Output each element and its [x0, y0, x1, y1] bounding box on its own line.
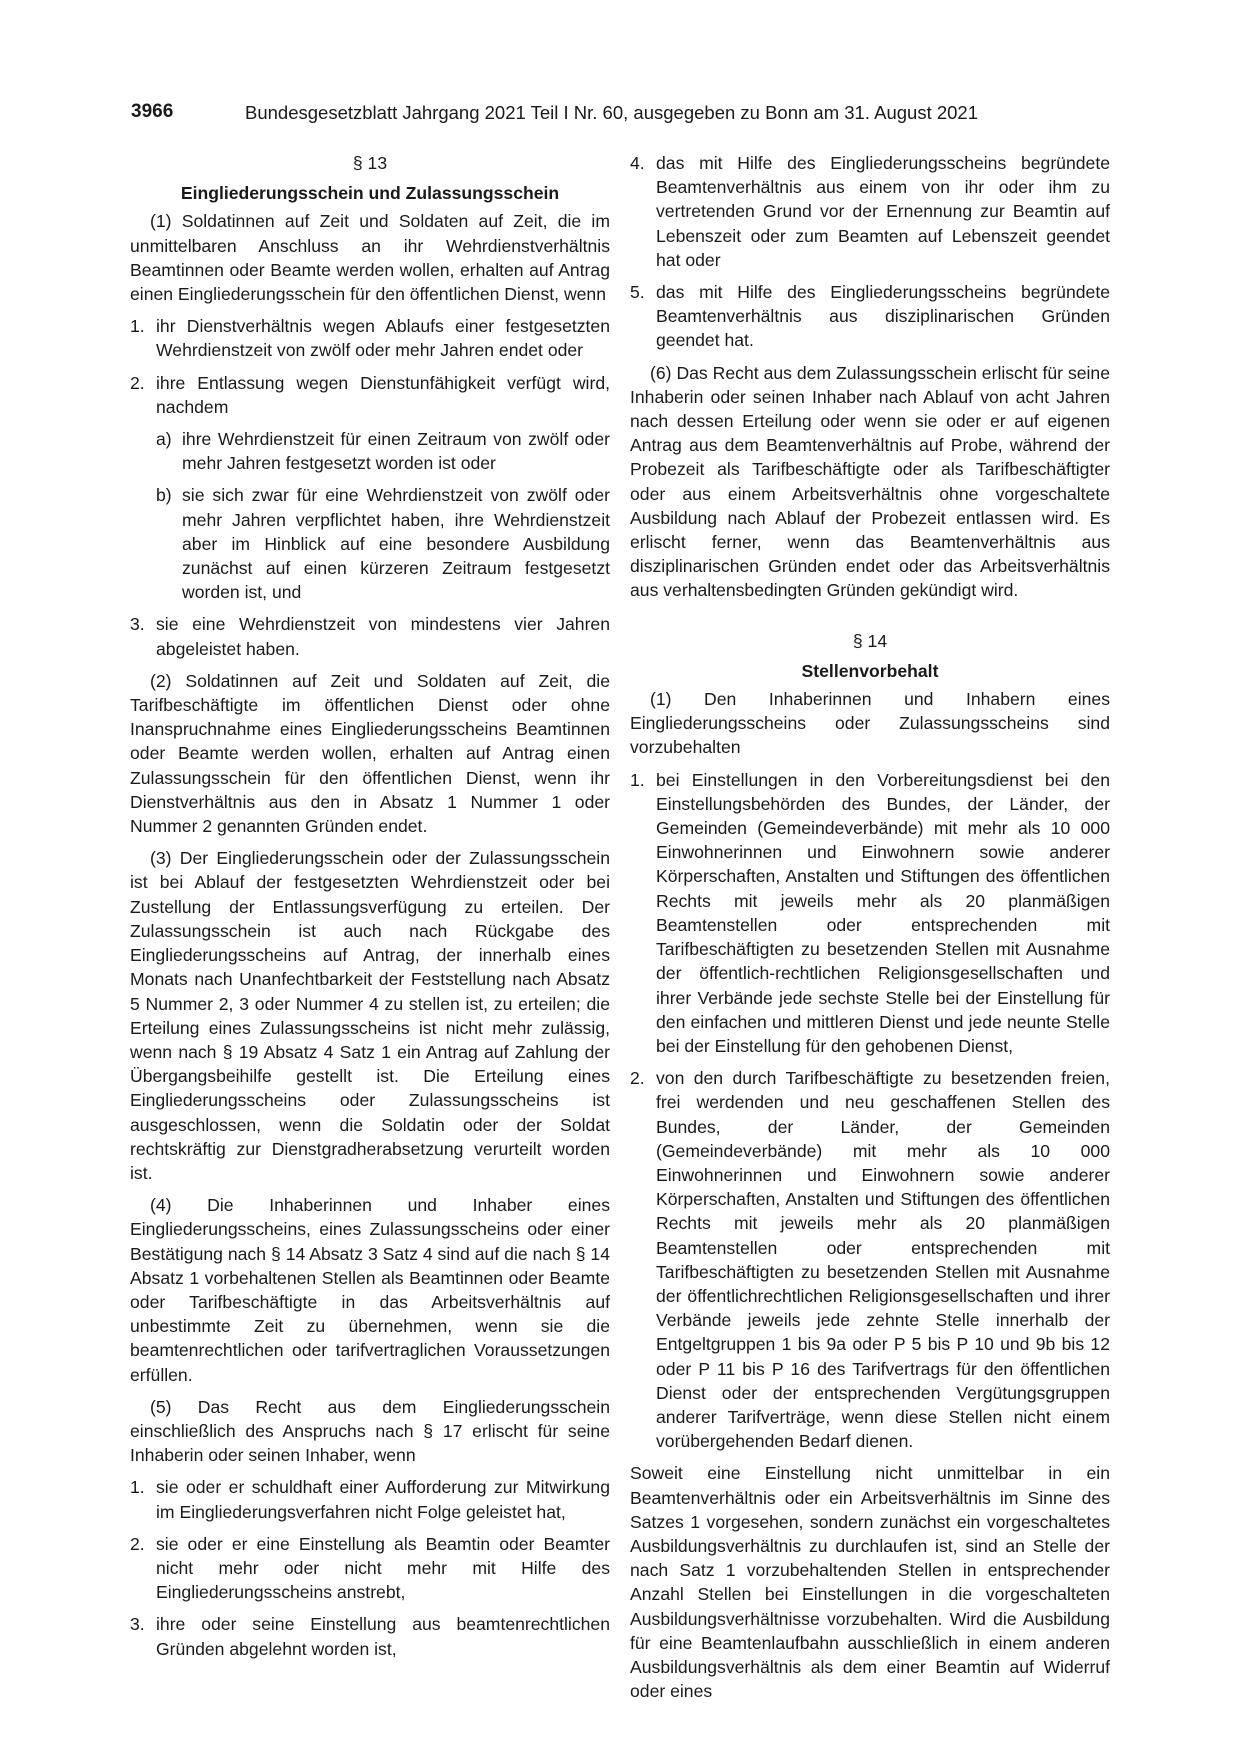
list-item-label: 1.	[130, 316, 145, 337]
s14-paragraph-1: (1) Den Inhaberinnen und Inhabern eines Eingliederungsscheins oder Zulassungsscheins sind vorzubehalten	[630, 689, 1110, 758]
list-item-label: 2.	[130, 372, 145, 393]
section-13-title: Eingliederungsschein und Zulassungsschein	[180, 183, 560, 204]
sub-list-item-label: a)	[156, 429, 172, 450]
list-item-label: 1.	[130, 1477, 145, 1498]
list-item-label: 2.	[630, 1068, 645, 1089]
s13-paragraph-6: (6) Das Recht aus dem Zulassungsschein erlischt für seine Inhaberin oder seinen Inhaber nach Ablauf von acht Jahren nach dessen Erteilung oder wenn sie oder er auf eigenen Antrag aus dem Beamtenverhältnis auf Probe, während der Probezeit als Tarifbeschäftigte oder als Tarifbeschäftigter oder aus einem Arbeitsverhältnis ohne vorgeschaltete Ausbildung nach Ablauf der Probezeit entlassen wird. Es erlischt ferner, wenn das Beamtenverhältnis aus disziplinarischen Gründen endet oder das Arbeitsverhältnis aus verhaltensbedingten Gründen gekündigt wird.	[630, 362, 1110, 601]
list-item-label: 4.	[630, 153, 645, 173]
page-number: 3966	[131, 101, 174, 122]
sub-list-item-text: ihre Wehrdienstzeit für einen Zeitraum von zwölf oder mehr Jahren festgesetzt worden ist oder	[182, 429, 610, 474]
list-item-text: von den durch Tarifbeschäftigte zu besetzenden freien, frei werdenden und neu geschaffenen Stellen des Bundes, der Länder, der Gemeinden (Gemeindeverbände) mit mehr als 10 000 Einwohnerinnen und Einwohnern sowie anderer Körperschaften, Anstalten und Stiftungen des öffentlichen Rechts mit jeweils mehr als 20 planmäßigen Beamtenstellen oder entsprechenden mit Tarifbeschäftigten zu besetzenden Stellen mit Ausnahme der öffentlichrechtlichen Religionsgesellschaften und ihrer Verbände jeweils jede zehnte Stelle innerhalb der Entgeltgruppen 1 bis 9a oder P 5 bis P 10 und 9b bis 12 oder P 11 bis P 16 des Tarifvertrags für den öffentlichen Dienst oder der entsprechenden Vergütungsgruppen anderer Tarifverträge, wenn diese Stellen nicht einem vorübergehenden Bedarf dienen.	[656, 1068, 1110, 1452]
section-14-number: § 14	[852, 630, 888, 651]
list-item-label: 1.	[630, 769, 645, 790]
list-item-label: 3.	[130, 1614, 145, 1635]
list-item-label: 3.	[130, 614, 145, 635]
list-item	[130, 371, 610, 419]
list-item	[630, 151, 1110, 272]
section-13-number: § 13	[352, 153, 388, 173]
list-item	[630, 768, 1110, 1058]
right-column	[630, 151, 1110, 1703]
list-item	[130, 1475, 610, 1523]
s13-paragraph-5: (5) Das Recht aus dem Eingliederungsschein einschließlich des Anspruchs nach § 17 erlischt für seine Inhaberin oder seinen Inhaber, wenn	[130, 1396, 610, 1466]
left-column	[130, 151, 610, 1669]
sub-list-item	[156, 427, 610, 475]
list-item-text: ihre oder seine Einstellung aus beamtenrechtlichen Gründen abgelehnt worden ist,	[156, 1614, 610, 1659]
list-item	[130, 314, 610, 362]
list-item-text: ihre Entlassung wegen Dienstunfähigkeit verfügt wird, nachdem	[156, 372, 610, 417]
running-title: Bundesgesetzblatt Jahrgang 2021 Teil I Nr. 60, ausgegeben zu Bonn am 31. August 2021	[245, 102, 978, 123]
page-header	[131, 101, 1111, 131]
s13-paragraph-4: (4) Die Inhaberinnen und Inhaber eines Eingliederungsscheins, eines Zulassungsscheins oder einer Bestätigung nach § 14 Absatz 3 Satz 4 sind auf die nach § 14 Absatz 1 vorbehaltenen Stellen als Beamtinnen oder Beamte oder Tarifbeschäftigte in das Arbeitsverhältnis auf unbestimmte Zeit zu übernehmen, wenn sie die beamtenrechtlichen oder tarifvertraglichen Voraussetzungen erfüllen.	[130, 1195, 610, 1385]
s13-paragraph-2: (2) Soldatinnen auf Zeit und Soldaten auf Zeit, die Tarifbeschäftigte im öffentlichen Dienst oder ohne Inanspruchnahme eines Eingliederungsscheins Beamtinnen oder Beamte werden wollen, erhalten auf Antrag einen Zulassungsschein für den öffentlichen Dienst, wenn ihr Dienstverhältnis aus den in Absatz 1 Nummer 1 oder Nummer 2 genannten Gründen endet.	[130, 670, 610, 837]
s14-paragraph-1-continuation: Soweit eine Einstellung nicht unmittelbar in ein Beamtenverhältnis oder ein Arbeitsverhältnis im Sinne des Satzes 1 vorgesehen, sondern zunächst ein vorgeschaltetes Ausbildungsverhältnis zu durchlaufen ist, sind an Stelle der nach Satz 1 vorzubehaltenden Stellen in entsprechender Anzahl Stellen bei Einstellungen in die vorgeschalteten Ausbildungsverhältnisse vorzubehalten. Wird die Ausbildung für eine Beamtenlaufbahn ausschließlich in einem anderen Ausbildungsverhältnis als dem einer Beamtin auf Widerruf oder eines	[630, 1463, 1110, 1702]
list-item-text: sie eine Wehrdienstzeit von mindestens vier Jahren abgeleistet haben.	[156, 614, 610, 659]
section-spacer	[630, 611, 1110, 629]
list-item-label: 5.	[630, 282, 645, 303]
list-item	[630, 1066, 1110, 1453]
sub-list-item-text: sie sich zwar für eine Wehrdienstzeit von zwölf oder mehr Jahren verpflichtet haben, ihre Wehrdienstzeit aber im Hinblick auf eine besondere Ausbildung zunächst auf einen kürzeren Zeitraum festgesetzt worden ist, und	[182, 485, 610, 603]
sub-list-item-label: b)	[156, 485, 172, 506]
list-item-text: ihr Dienstverhältnis wegen Ablaufs einer festgesetzten Wehrdienstzeit von zwölf oder mehr Jahren endet oder	[156, 316, 610, 361]
sub-list-item	[156, 483, 610, 604]
s13-paragraph-1: (1) Soldatinnen auf Zeit und Soldaten auf Zeit, die im unmittelbaren Anschluss an ihr Wehrdienstverhältnis Beamtinnen oder Beamte werden wollen, erhalten auf Antrag einen Eingliederungsschein für den öffentlichen Dienst, wenn	[130, 211, 610, 305]
list-item-text: bei Einstellungen in den Vorbereitungsdienst bei den Einstellungsbehörden des Bundes, der Länder, der Gemeinden (Gemeindeverbände) mit mehr als 10 000 Einwohnerinnen und Einwohnern sowie anderer Körperschaften, Anstalten und Stiftungen des öffentlichen Rechts mit jeweils mehr als 20 planmäßigen Beamtenstellen oder entsprechenden mit Tarifbeschäftigten zu besetzenden Stellen mit Ausnahme der öffentlich-rechtlichen Religionsgesellschaften und ihrer Verbände jede sechste Stelle bei der Einstellung für den einfachen und mittleren Dienst und jede neunte Stelle bei der Einstellung für den gehobenen Dienst,	[656, 769, 1110, 1056]
list-item-text: das mit Hilfe des Eingliederungsscheins begründete Beamtenverhältnis aus einem von ihr oder ihm zu vertretenden Grund vor der Ernennung zur Beamtin auf Lebenszeit oder zum Beamten auf Lebenszeit geendet hat oder	[656, 153, 1110, 270]
s13-paragraph-3: (3) Der Eingliederungsschein oder der Zulassungsschein ist bei Ablauf der festgesetzten Wehrdienstzeit oder bei Zustellung der Entlassungsverfügung zu erteilen. Der Zulassungsschein ist auch nach Rückgabe des Eingliederungsscheins auf Antrag, der innerhalb eines Monats nach Unanfechtbarkeit der Feststellung nach Absatz 5 Nummer 2, 3 oder Nummer 4 zu stellen ist, zu erteilen; die Erteilung eines Zulassungsscheins ist nicht mehr zulässig, wenn nach § 19 Absatz 4 Satz 1 ein Antrag auf Zahlung der Übergangsbeihilfe gestellt ist. Die Erteilung eines Eingliederungsscheins oder Zulassungsscheins ist ausgeschlossen, wenn die Soldatin oder der Soldat rechtskräftig zur Dienstgradherabsetzung verurteilt worden ist.	[130, 848, 610, 1183]
list-item	[630, 280, 1110, 353]
list-item-label: 2.	[130, 1533, 145, 1554]
list-item	[130, 1612, 610, 1660]
section-14-title: Stellenvorbehalt	[801, 660, 939, 681]
list-item-text: sie oder er eine Einstellung als Beamtin oder Beamter nicht mehr oder nicht mehr mit Hilfe des Eingliederungsscheins anstrebt,	[156, 1533, 610, 1603]
list-item	[130, 612, 610, 660]
list-item	[130, 1532, 610, 1605]
list-item-text: das mit Hilfe des Eingliederungsscheins begründete Beamtenverhältnis aus disziplinarischen Gründen geendet hat.	[656, 282, 1110, 351]
list-item-text: sie oder er schuldhaft einer Aufforderung zur Mitwirkung im Eingliederungsverfahren nicht Folge geleistet hat,	[156, 1477, 610, 1522]
